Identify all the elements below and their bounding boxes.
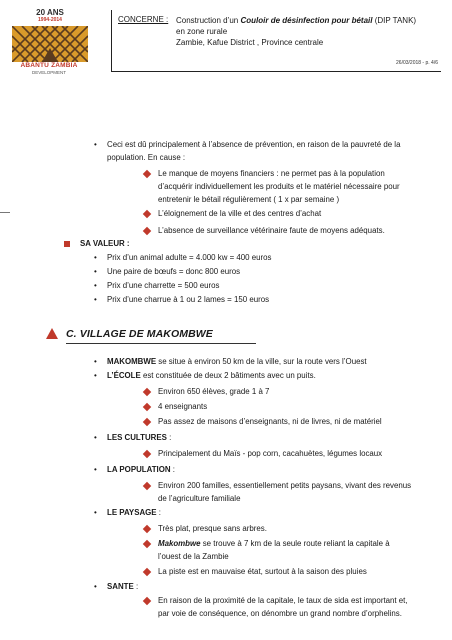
logo-brand: ABANTU ZAMBIA	[20, 62, 78, 69]
bullet-dot: •	[94, 582, 97, 591]
valeur-title: SA VALEUR :	[80, 239, 130, 248]
population-line-2: de l’agriculture familiale	[158, 494, 241, 503]
sante-line-2: par voie de conséquence, on dénombre un grand nombre d’orphelins.	[158, 609, 402, 618]
sante-colon: :	[133, 582, 139, 591]
diamond-bullet	[143, 568, 151, 576]
school-text: est constituée de deux 2 bâtiments avec un puits.	[140, 371, 316, 380]
bullet-dot: •	[94, 295, 97, 304]
subject-prefix: Construction d’un	[176, 16, 241, 25]
sante-heading	[107, 580, 138, 593]
diamond-bullet	[143, 170, 151, 178]
diamond-bullet	[143, 403, 151, 411]
school-item: 4 enseignants	[158, 402, 208, 411]
diamond-bullet	[143, 540, 151, 548]
paysage-label: LE PAYSAGE	[107, 508, 157, 517]
diamond-bullet	[143, 597, 151, 605]
diamond-bullet	[143, 210, 151, 218]
bullet-dot: •	[94, 267, 97, 276]
cause-2: L’éloignement de la ville et des centres d’achat	[158, 209, 322, 218]
subject-bold: Couloir de désinfection pour bétail	[240, 16, 373, 25]
valeur-item: Une paire de bœufs = donc 800 euros	[107, 267, 241, 276]
diamond-bullet	[143, 450, 151, 458]
logo-mesh-graphic	[12, 26, 88, 62]
diamond-bullet	[143, 388, 151, 396]
bullet-dot: •	[94, 508, 97, 517]
population-colon: :	[170, 465, 175, 474]
cause-1-line-2: d’acquérir individuellement les produits et le matériel nécessaire pour	[158, 182, 400, 191]
paysage-colon: :	[156, 508, 161, 517]
village-location-text: se situe à environ 50 km de la ville, sur la route vers l’Ouest	[156, 357, 367, 366]
village-location	[107, 355, 367, 368]
cultures-label: LES CULTURES	[107, 433, 167, 442]
header-horizontal-rule	[111, 71, 441, 72]
bullet-dot: •	[94, 433, 97, 442]
page-meta: 26/03/2018 - p. 4/6	[396, 60, 438, 66]
bullet-dot: •	[94, 281, 97, 290]
logo-span: 1994-2014	[38, 17, 62, 23]
section-title: C. VILLAGE DE MAKOMBWE	[66, 328, 213, 340]
cultures-colon: :	[166, 433, 172, 442]
subject-line-2: en zone rurale	[176, 27, 228, 36]
intro-text-1: Ceci est dû principalement à l’absence de prévention, en raison de la pauvreté de la	[107, 140, 401, 149]
warning-triangle-icon	[46, 328, 58, 339]
abantu-logo	[6, 6, 92, 82]
cause-3: L’absence de surveillance vétérinaire faute de moyens adéquats.	[158, 226, 385, 235]
valeur-item: Prix d’une charrue à 1 ou 2 lames = 150 euros	[107, 295, 270, 304]
paysage-makombwe-line-2: l’ouest de la Zambie	[158, 552, 229, 561]
school-intro	[107, 369, 316, 382]
sante-label: SANTE	[107, 582, 134, 591]
bullet-dot: •	[94, 357, 97, 366]
concerne-label: CONCERNE :	[118, 15, 169, 24]
bullet-dot: •	[94, 465, 97, 474]
population-label: LA POPULATION	[107, 465, 171, 474]
square-bullet	[64, 241, 70, 247]
paysage-makombwe-text: se trouve à 7 km de la seule route reliant la capitale à	[200, 539, 390, 548]
subject-suffix: (DIP TANK)	[372, 16, 417, 25]
logo-tagline: DEVELOPMENT	[31, 70, 66, 75]
sante-line-1: En raison de la proximité de la capitale, le taux de sida est important et,	[158, 596, 408, 605]
header-vertical-rule	[111, 10, 112, 72]
paysage-heading	[107, 506, 161, 519]
diamond-bullet	[143, 418, 151, 426]
bullet-dot: •	[94, 140, 97, 149]
valeur-item: Prix d’une charrette = 500 euros	[107, 281, 220, 290]
diamond-bullet	[143, 227, 151, 235]
subject-line-1	[176, 15, 438, 26]
subject-line-3: Zambie, Kafue District , Province centrale	[176, 38, 324, 47]
diamond-bullet	[143, 482, 151, 490]
cultures-heading	[107, 431, 171, 444]
school-item: Environ 650 élèves, grade 1 à 7	[158, 387, 270, 396]
paysage-item: Très plat, presque sans arbres.	[158, 524, 267, 533]
paysage-item: La piste est en mauvaise état, surtout à la saison des pluies	[158, 567, 367, 576]
bullet-dot: •	[94, 253, 97, 262]
cause-1-line-3: entretenir le bétail régulièrement ( 1 x par semaine )	[158, 195, 340, 204]
cause-1-line-1: Le manque de moyens financiers : ne permet pas à la population	[158, 169, 385, 178]
population-heading	[107, 463, 175, 476]
intro-text-2: population. En cause :	[107, 153, 186, 162]
school-item: Pas assez de maisons d’enseignants, ni de livres, ni de matériel	[158, 417, 382, 426]
diamond-bullet	[143, 525, 151, 533]
population-line-1: Environ 200 familles, essentiellement petits paysans, vivant des revenus	[158, 481, 412, 490]
paysage-makombwe-name: Makombwe	[158, 539, 201, 548]
school-label: L’ÉCOLE	[107, 371, 141, 380]
bullet-dot: •	[94, 371, 97, 380]
header-subject	[176, 15, 438, 48]
section-underline	[66, 343, 256, 344]
margin-mark	[0, 212, 10, 213]
cultures-item: Principalement du Maïs - pop corn, cacahuètes, légumes locaux	[158, 449, 383, 458]
paysage-makombwe-line-1	[158, 537, 421, 550]
logo-anniversary-badge	[28, 8, 72, 28]
valeur-item: Prix d’un animal adulte = 4.000 kw = 400 euros	[107, 253, 272, 262]
logo-years: 20 ANS	[36, 8, 64, 17]
village-name: MAKOMBWE	[107, 357, 157, 366]
